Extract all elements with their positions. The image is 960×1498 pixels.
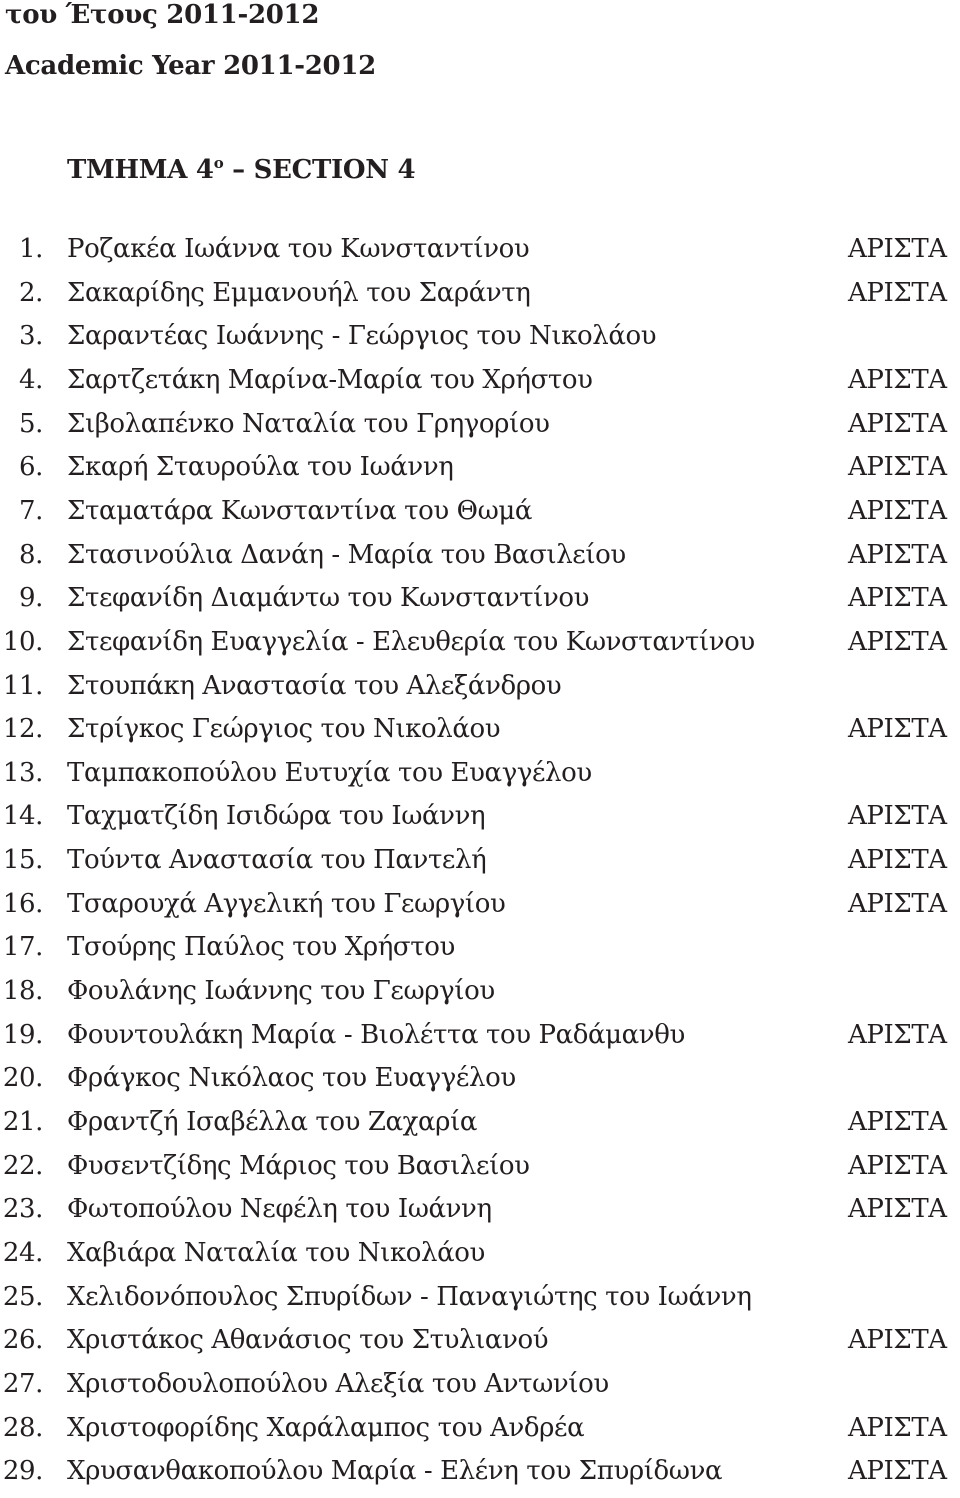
student-name: Στεφανίδη Ευαγγελία - Ελευθερία του Κωνσταντίνου	[67, 626, 755, 657]
student-number: 22.	[2, 1150, 43, 1181]
student-row	[0, 847, 960, 887]
student-number: 28.	[2, 1412, 43, 1443]
student-number: 15.	[2, 845, 43, 876]
student-number: 11.	[2, 670, 43, 701]
student-name: Στουπάκη Αναστασία του Αλεξάνδρου	[67, 670, 562, 701]
student-number: 26.	[2, 1325, 43, 1356]
student-row	[0, 670, 960, 713]
student-grade: ΑΡΙΣΤΑ	[848, 888, 947, 919]
student-row	[0, 495, 960, 538]
student-name: Σκαρή Σταυρούλα του Ιωάννη	[67, 452, 454, 483]
student-name: Στασινούλια Δανάη - Μαρία του Βασιλείου	[67, 539, 626, 570]
student-row	[0, 408, 960, 451]
student-row	[0, 539, 960, 582]
student-row	[0, 1150, 960, 1193]
student-name: Σταματάρα Κωνσταντίνα του Θωμά	[67, 495, 533, 526]
student-number: 24.	[2, 1237, 43, 1268]
student-name: Χριστάκος Αθανάσιος του Στυλιανού	[67, 1325, 549, 1356]
student-name: Φυσεντζίδης Μάριος του Βασιλείου	[67, 1150, 530, 1181]
student-row	[0, 888, 960, 931]
student-row	[0, 585, 960, 625]
student-number: 20.	[2, 1063, 43, 1094]
student-row	[0, 716, 960, 756]
student-name: Τσούρης Παύλος του Χρήστου	[67, 932, 455, 963]
student-number: 6.	[18, 452, 43, 483]
student-name: Φράγκος Νικόλαος του Ευαγγέλου	[67, 1063, 516, 1094]
student-number: 12.	[2, 714, 43, 745]
section-title	[67, 156, 415, 183]
student-number: 7.	[18, 495, 43, 526]
student-number: 4.	[18, 364, 43, 395]
header-year-greek: του Έτους 2011-2012	[5, 0, 320, 30]
student-number: 1.	[18, 234, 43, 264]
student-number: 8.	[18, 539, 43, 570]
student-name: Χαβιάρα Ναταλία του Νικολάου	[67, 1237, 485, 1268]
student-number: 5.	[18, 408, 43, 439]
student-name: Σακαρίδης Εμμανουήλ του Σαράντη	[67, 277, 531, 308]
student-row	[0, 364, 960, 407]
student-row	[0, 1412, 960, 1455]
student-name: Τούντα Αναστασία του Παντελή	[67, 845, 487, 876]
student-row	[0, 1109, 960, 1149]
student-number: 17.	[2, 932, 43, 963]
student-row	[0, 277, 960, 320]
student-grade: ΑΡΙΣΤΑ	[848, 539, 947, 570]
student-row	[0, 934, 960, 974]
student-row	[0, 1019, 960, 1062]
student-number: 9.	[18, 583, 43, 614]
student-number: 25.	[2, 1281, 43, 1312]
student-name: Ταμπακοπούλου Ευτυχία του Ευαγγέλου	[67, 757, 592, 788]
student-grade: ΑΡΙΣΤΑ	[848, 583, 947, 614]
student-grade: ΑΡΙΣΤΑ	[848, 277, 947, 308]
student-number: 14.	[2, 801, 43, 832]
student-number: 16.	[2, 888, 43, 919]
student-row	[0, 803, 960, 843]
student-grade: ΑΡΙΣΤΑ	[848, 626, 947, 657]
student-row	[0, 1368, 960, 1411]
student-row	[0, 1458, 960, 1498]
student-grade: ΑΡΙΣΤΑ	[848, 234, 947, 264]
student-name: Φουλάνης Ιωάννης του Γεωργίου	[67, 976, 495, 1007]
student-grade: ΑΡΙΣΤΑ	[848, 1325, 947, 1356]
student-grade: ΑΡΙΣΤΑ	[848, 1412, 947, 1443]
section-title-suffix: – SECTION 4	[223, 155, 416, 185]
student-grade: ΑΡΙΣΤΑ	[848, 1456, 947, 1487]
student-grade: ΑΡΙΣΤΑ	[848, 408, 947, 439]
student-row	[0, 1065, 960, 1105]
student-name: Χριστοφορίδης Χαράλαμπος του Ανδρέα	[67, 1412, 585, 1443]
student-row	[0, 626, 960, 669]
student-grade: ΑΡΙΣΤΑ	[848, 801, 947, 832]
student-grade: ΑΡΙΣΤΑ	[848, 364, 947, 395]
student-name: Στρίγκος Γεώργιος του Νικολάου	[67, 714, 501, 745]
student-row	[0, 1327, 960, 1367]
student-row	[0, 236, 960, 276]
student-row	[0, 1237, 960, 1280]
student-number: 21.	[2, 1107, 43, 1137]
student-grade: ΑΡΙΣΤΑ	[848, 495, 947, 526]
student-name: Ροζακέα Ιωάννα του Κωνσταντίνου	[67, 234, 530, 264]
student-row	[0, 1196, 960, 1236]
student-name: Χρυσανθακοπούλου Μαρία - Ελένη του Σπυρίδωνα	[67, 1456, 723, 1487]
student-row	[0, 454, 960, 494]
student-name: Φραντζή Ισαβέλλα του Ζαχαρία	[67, 1107, 478, 1137]
student-name: Χριστοδουλοπούλου Αλεξία του Αντωνίου	[67, 1368, 609, 1399]
student-grade: ΑΡΙΣΤΑ	[848, 845, 947, 876]
student-name: Στεφανίδη Διαμάντω του Κωνσταντίνου	[67, 583, 590, 614]
section-title-prefix: ΤΜΗΜΑ 4	[67, 155, 214, 185]
student-name: Φουντουλάκη Μαρία - Βιολέττα του Ραδάμανθυ	[67, 1019, 685, 1050]
student-row	[0, 323, 960, 363]
student-name: Σαρτζετάκη Μαρίνα-Μαρία του Χρήστου	[67, 364, 593, 395]
student-row	[0, 978, 960, 1018]
student-number: 2.	[18, 277, 43, 308]
student-grade: ΑΡΙΣΤΑ	[848, 452, 947, 483]
student-name: Σιβολαπένκο Ναταλία του Γρηγορίου	[67, 408, 550, 439]
student-number: 10.	[2, 626, 43, 657]
student-row	[0, 757, 960, 800]
student-name: Ταχματζίδη Ισιδώρα του Ιωάννη	[67, 801, 486, 832]
header-year-english: Academic Year 2011-2012	[5, 51, 376, 81]
student-number: 23.	[2, 1194, 43, 1225]
student-name: Φωτοπούλου Νεφέλη του Ιωάννη	[67, 1194, 492, 1225]
student-number: 27.	[2, 1368, 43, 1399]
student-grade: ΑΡΙΣΤΑ	[848, 1150, 947, 1181]
student-grade: ΑΡΙΣΤΑ	[848, 1107, 947, 1137]
student-name: Σαραντέας Ιωάννης - Γεώργιος του Νικολάου	[67, 321, 657, 352]
student-row	[0, 1281, 960, 1324]
section-title-superscript: ο	[213, 154, 224, 172]
student-grade: ΑΡΙΣΤΑ	[848, 1194, 947, 1225]
student-number: 3.	[18, 321, 43, 352]
student-name: Χελιδονόπουλος Σπυρίδων - Παναγιώτης του Ιωάννη	[67, 1281, 752, 1312]
student-number: 18.	[2, 976, 43, 1007]
student-number: 29.	[2, 1456, 43, 1487]
student-number: 19.	[2, 1019, 43, 1050]
student-number: 13.	[2, 757, 43, 788]
student-name: Τσαρουχά Αγγελική του Γεωργίου	[67, 888, 506, 919]
student-grade: ΑΡΙΣΤΑ	[848, 1019, 947, 1050]
student-grade: ΑΡΙΣΤΑ	[848, 714, 947, 745]
